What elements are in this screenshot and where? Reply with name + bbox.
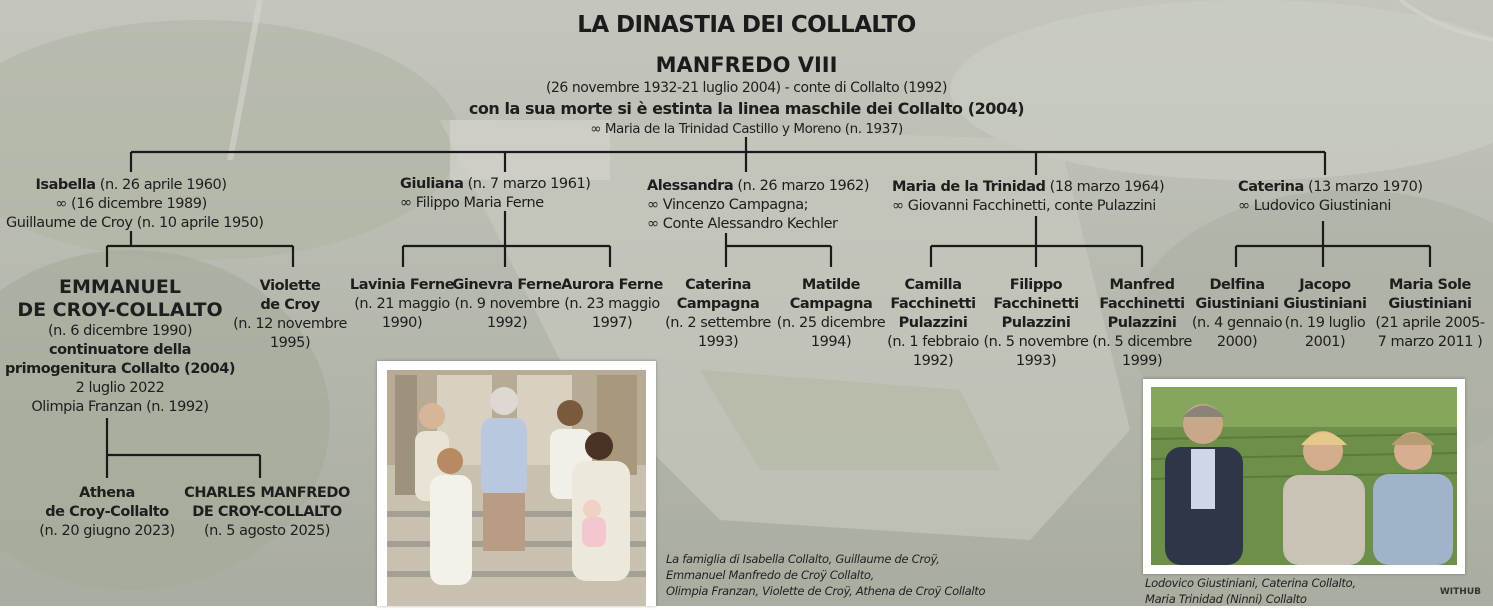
grandchild-ginevra: Ginevra Ferne (n. 9 novembre 1992) — [452, 277, 562, 331]
grandchild-manfred: Manfred Facchinetti Pulazzini (n. 5 dicembre 1999) — [1092, 277, 1192, 369]
grandchild-lavinia: Lavinia Ferne (n. 21 maggio 1990) — [349, 277, 455, 331]
grandchild-delfina: Delfina Giustiniani (n. 4 gennaio 2000) — [1191, 277, 1283, 350]
trinidad-branch — [931, 216, 1142, 267]
child-caterina: Caterina (13 marzo 1970) ∞ Ludovico Giustiniani — [1238, 179, 1423, 214]
photo1-caption: La famiglia di Isabella Collalto, Guillaume de Croÿ, Emmanuel Manfredo de Croÿ Collalto, Olimpia Franzan, Violette de Croÿ, Athena de Croÿ Collalto — [666, 552, 986, 598]
caterina-branch — [1236, 221, 1430, 267]
child-giuliana: Giuliana (n. 7 marzo 1961) ∞ Filippo Maria Ferne — [400, 176, 591, 211]
grandchild-emmanuel: EMMANUEL DE CROY-COLLALTO (n. 6 dicembre 1990) continuatore della primogenitura Collalto (2004) 2 luglio 2022 Olimpia Franzan (n. 1992) — [4, 276, 236, 415]
alessandra-branch — [726, 233, 831, 267]
grandchild-matilde: Matilde Campagna (n. 25 dicembre 1994) — [776, 277, 886, 350]
great-grandchild-charles: CHARLES MANFREDO DE CROY-COLLALTO (n. 5 agosto 2025) — [184, 485, 350, 539]
photo2-caption: Lodovico Giustiniani, Caterina Collalto, Maria Trinidad (Ninni) Collalto — [1145, 576, 1356, 606]
child-alessandra: Alessandra (n. 26 marzo 1962) ∞ Vincenzo Campagna; ∞ Conte Alessandro Kechler — [647, 178, 870, 232]
diagram-title: LA DINASTIA DEI COLLALTO — [577, 12, 916, 38]
family-photo-isabella — [377, 361, 656, 606]
credit-label: WITHUB — [1439, 587, 1481, 597]
grandchild-maria-sole: Maria Sole Giustiniani (21 aprile 2005- 7 marzo 2011 ) — [1375, 277, 1485, 350]
grandchild-filippo: Filippo Facchinetti Pulazzini (n. 5 novembre 1993) — [983, 277, 1089, 369]
grandchild-camilla: Camilla Facchinetti Pulazzini (n. 1 febbraio 1992) — [887, 277, 979, 369]
root-spouse: ∞ Maria de la Trinidad Castillo y Moreno (n. 1937) — [590, 121, 903, 137]
family-photo-caterina — [1143, 379, 1465, 574]
root-line2: con la sua morte si è estinta la linea maschile dei Collalto (2004) — [468, 99, 1025, 118]
grandchild-jacopo: Jacopo Giustiniani (n. 19 luglio 2001) — [1283, 277, 1367, 350]
great-grandchild-athena: Athena de Croy-Collalto (n. 20 giugno 2023) — [39, 485, 175, 539]
root-name: MANFREDO VIII — [655, 53, 838, 77]
grandchild-aurora: Aurora Ferne (n. 23 maggio 1997) — [561, 277, 663, 331]
isabella-branch — [107, 231, 293, 267]
root-line1: (26 novembre 1932-21 luglio 2004) - conte di Collalto (1992) — [545, 80, 948, 96]
family-photo-2-image — [1143, 379, 1465, 574]
family-photo-image — [377, 361, 656, 606]
giuliana-branch — [403, 211, 610, 267]
child-maria-de-la-trinidad: Maria de la Trinidad (18 marzo 1964) ∞ Giovanni Facchinetti, conte Pulazzini — [892, 179, 1165, 214]
grandchild-violette: Violette de Croy (n. 12 novembre 1995) — [233, 278, 347, 351]
grandchild-caterina-campagna: Caterina Campagna (n. 2 settembre 1993) — [665, 277, 771, 350]
emmanuel-branch — [107, 418, 260, 478]
root-connector — [131, 137, 1325, 175]
child-isabella: Isabella (n. 26 aprile 1960) ∞ (16 dicembre 1989) Guillaume de Croy (n. 10 aprile 1950) — [6, 177, 264, 231]
